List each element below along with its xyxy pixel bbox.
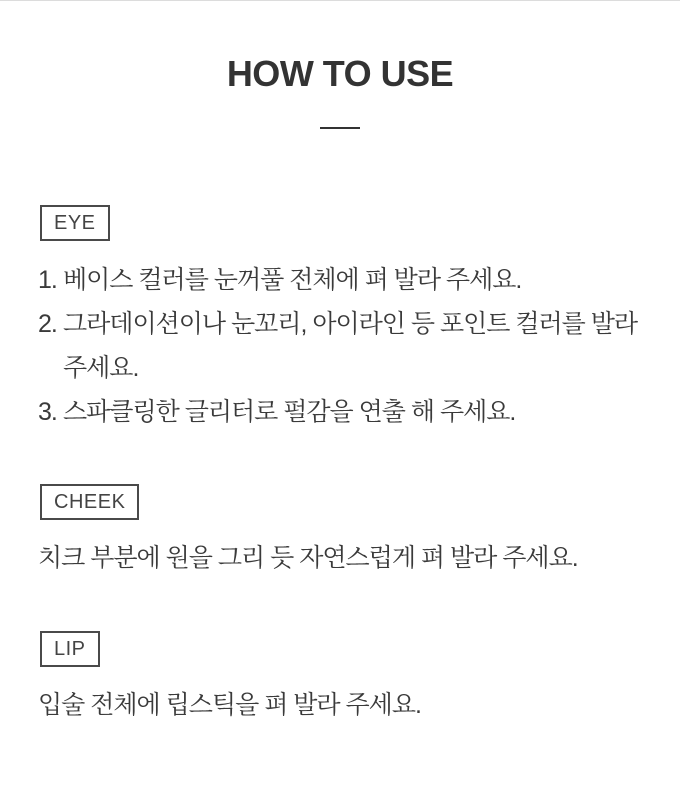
top-divider — [0, 0, 680, 1]
step-number: 2. — [38, 310, 57, 338]
lip-instructions: 입술 전체에 립스틱을 펴 발라 주세요. — [38, 691, 421, 719]
step-text: 그라데이션이나 눈꼬리, 아이라인 등 포인트 컬러를 발라주세요. — [63, 310, 638, 382]
page-title: HOW TO USE — [226, 53, 454, 94]
section-tag-lip: LIP — [40, 631, 100, 667]
eye-steps-list — [38, 258, 638, 434]
list-item — [38, 258, 638, 302]
step-number: 1. — [38, 266, 57, 294]
list-item — [38, 390, 638, 434]
section-tag-cheek: CHEEK — [40, 484, 139, 520]
list-item — [38, 302, 638, 390]
cheek-instructions: 치크 부분에 원을 그리 듯 자연스럽게 펴 발라 주세요. — [38, 544, 578, 572]
step-text: 스파클링한 글리터로 펄감을 연출 해 주세요. — [63, 398, 516, 426]
title-underline — [320, 127, 360, 129]
step-number: 3. — [38, 398, 57, 426]
step-text: 베이스 컬러를 눈꺼풀 전체에 펴 발라 주세요. — [63, 266, 522, 294]
section-tag-eye: EYE — [40, 205, 110, 241]
